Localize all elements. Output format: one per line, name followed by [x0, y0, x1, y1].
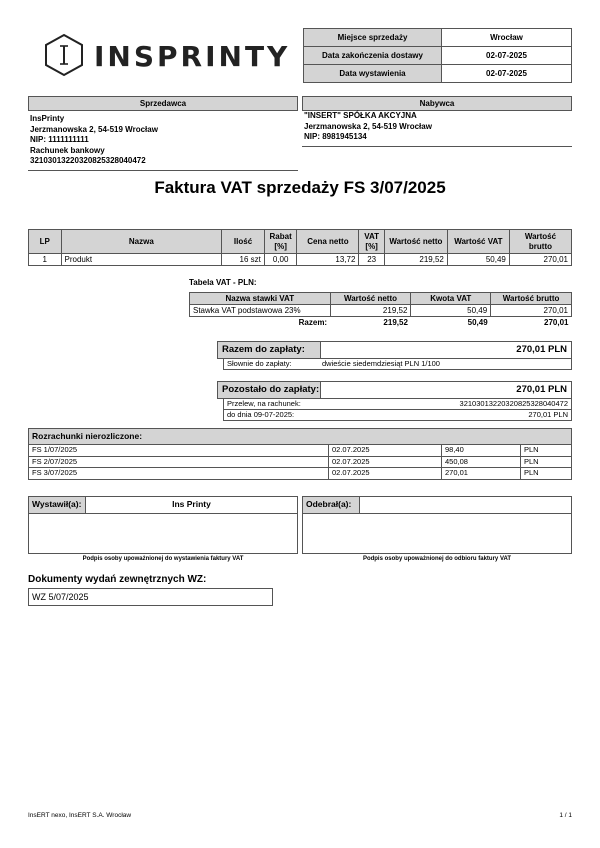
seller-line: Jerzmanowska 2, 54-519 Wrocław — [30, 124, 158, 134]
seller-line: Rachunek bankowy — [30, 145, 105, 155]
item-name: Produkt — [61, 254, 222, 266]
settlement-currency: PLN — [521, 445, 572, 457]
receiver-signature-caption: Podpis osoby upoważnionej do odbioru faktury VAT — [362, 556, 512, 562]
seller-details — [28, 111, 298, 170]
settlement-currency: PLN — [521, 468, 572, 480]
buyer-line: "INSERT" SPÓŁKA AKCYJNA — [304, 111, 417, 120]
meta-row — [304, 65, 572, 83]
table-row — [29, 456, 572, 468]
meta-value: 02-07-2025 — [442, 65, 572, 83]
invoice-meta-table — [303, 28, 572, 83]
settlements-header-row — [29, 429, 572, 445]
total-to-pay-value: 270,01 PLN — [516, 344, 567, 355]
receiver-label: Odebrał(a): — [303, 497, 360, 513]
vat-total-label: Razem: — [298, 318, 328, 328]
remaining-value: 270,01 PLN — [516, 384, 567, 395]
vat-net: 219,52 — [330, 305, 411, 317]
item-discount: 0,00 — [264, 254, 297, 266]
total-to-pay-box — [217, 341, 572, 370]
page-number: 1 / 1 — [559, 812, 572, 819]
wz-document-value: WZ 5/07/2025 — [28, 588, 273, 606]
meta-value: 02-07-2025 — [442, 47, 572, 65]
table-row — [29, 445, 572, 457]
col-header: Wartość netto — [330, 293, 411, 305]
issuer-name: Ins Printy — [172, 499, 211, 509]
vat-table — [189, 292, 572, 329]
company-logo — [42, 33, 291, 79]
buyer-details — [302, 111, 572, 146]
remaining-label: Pozostało do zapłaty: — [218, 382, 321, 398]
item-gross-value: 270,01 — [509, 254, 571, 266]
item-vat-rate: 23 — [359, 254, 384, 266]
col-header: Wartość brutto — [491, 293, 572, 305]
transfer-label: Przelew, na rachunek: — [227, 399, 301, 408]
settlement-date: 02.07.2025 — [329, 445, 442, 457]
settlement-date: 02.07.2025 — [329, 468, 442, 480]
col-header: LP — [29, 230, 62, 254]
bank-account: 32103013220320825328040472 — [459, 399, 568, 408]
vat-total-row — [190, 317, 572, 329]
settlement-amount: 98,40 — [442, 445, 521, 457]
table-row — [29, 254, 572, 266]
meta-label: Data zakończenia dostawy — [304, 47, 442, 65]
total-to-pay-header — [217, 341, 572, 359]
meta-label: Data wystawienia — [304, 65, 442, 83]
total-to-pay-label: Razem do zapłaty: — [218, 342, 321, 358]
receiver-name — [360, 497, 571, 513]
table-row — [29, 468, 572, 480]
col-header: Nazwa stawki VAT — [190, 293, 331, 305]
vat-table-caption: Tabela VAT - PLN: — [189, 278, 257, 287]
buyer-line: NIP: 8981945134 — [304, 132, 367, 141]
amount-in-words-label: Słownie do zapłaty: — [227, 359, 292, 368]
col-header: VAT [%] — [359, 230, 384, 254]
remaining-to-pay-box — [217, 381, 572, 421]
settlement-currency: PLN — [521, 456, 572, 468]
seller-divider — [28, 170, 298, 171]
vat-total-gross: 270,01 — [544, 318, 569, 328]
items-header-row — [29, 230, 572, 254]
settlement-doc: FS 2/07/2025 — [29, 456, 329, 468]
table-row — [190, 305, 572, 317]
brand-name: INSPRINTY — [94, 40, 291, 73]
vat-header-row — [190, 293, 572, 305]
transfer-row — [223, 399, 572, 410]
settlement-date: 02.07.2025 — [329, 456, 442, 468]
receiver-signature-box — [302, 496, 572, 554]
issuer-signature-header — [29, 497, 297, 514]
due-date-label: do dnia 09-07-2025: — [227, 410, 295, 419]
issuer-label: Wystawił(a): — [29, 497, 86, 513]
item-qty: 16 szt — [222, 254, 265, 266]
amount-in-words-row — [223, 359, 572, 370]
buyer-line: Jerzmanowska 2, 54-519 Wrocław — [304, 121, 432, 131]
col-header: Ilość — [222, 230, 265, 254]
seller-line: InsPrinty — [30, 114, 65, 123]
col-header: Rabat [%] — [264, 230, 297, 254]
issuer-signature-box — [28, 496, 298, 554]
col-header: Kwota VAT — [411, 293, 491, 305]
col-header: Nazwa — [61, 230, 222, 254]
meta-label: Miejsce sprzedaży — [304, 29, 442, 47]
seller-line: NIP: 1111111111 — [30, 135, 89, 144]
settlements-table — [28, 428, 572, 480]
seller-header: Sprzedawca — [28, 96, 298, 111]
settlement-doc: FS 1/07/2025 — [29, 445, 329, 457]
issuer-signature-caption: Podpis osoby upoważnionej do wystawienia faktury VAT — [82, 556, 244, 562]
footer-software: InsERT nexo, InsERT S.A. Wrocław — [28, 812, 132, 819]
item-vat-value: 50,49 — [447, 254, 509, 266]
item-net-price: 13,72 — [297, 254, 359, 266]
buyer-header: Nabywca — [302, 96, 572, 111]
vat-total-net: 219,52 — [383, 318, 408, 328]
vat-amount: 50,49 — [411, 305, 491, 317]
due-amount: 270,01 PLN — [528, 410, 568, 419]
receiver-signature-header — [303, 497, 571, 514]
col-header: Wartość brutto — [509, 230, 571, 254]
meta-value: Wrocław — [442, 29, 572, 47]
settlements-header: Rozrachunki nierozliczone: — [29, 429, 572, 445]
col-header: Wartość VAT — [447, 230, 509, 254]
wz-documents-title: Dokumenty wydań zewnętrznych WZ: — [28, 574, 207, 585]
buyer-divider — [302, 146, 572, 147]
item-net-value: 219,52 — [384, 254, 447, 266]
settlement-amount: 450,08 — [442, 456, 521, 468]
settlement-amount: 270,01 — [442, 468, 521, 480]
vat-gross: 270,01 — [491, 305, 572, 317]
remaining-header — [217, 381, 572, 399]
buyer-section — [302, 96, 572, 147]
seller-section — [28, 96, 298, 171]
vat-total-amount: 50,49 — [467, 318, 488, 328]
amount-in-words: dwieście siedemdziesiąt PLN 1/100 — [322, 359, 440, 368]
col-header: Cena netto — [297, 230, 359, 254]
settlement-doc: FS 3/07/2025 — [29, 468, 329, 480]
vat-rate-name: Stawka VAT podstawowa 23% — [190, 305, 331, 317]
due-date-row — [223, 410, 572, 421]
seller-line: 32103013220320825328040472 — [30, 156, 146, 165]
items-table — [28, 229, 572, 266]
meta-row — [304, 47, 572, 65]
invoice-title: Faktura VAT sprzedaży FS 3/07/2025 — [154, 178, 446, 197]
item-lp: 1 — [29, 254, 62, 266]
meta-row — [304, 29, 572, 47]
logo-hexagon-icon — [42, 33, 86, 77]
col-header: Wartość netto — [384, 230, 447, 254]
